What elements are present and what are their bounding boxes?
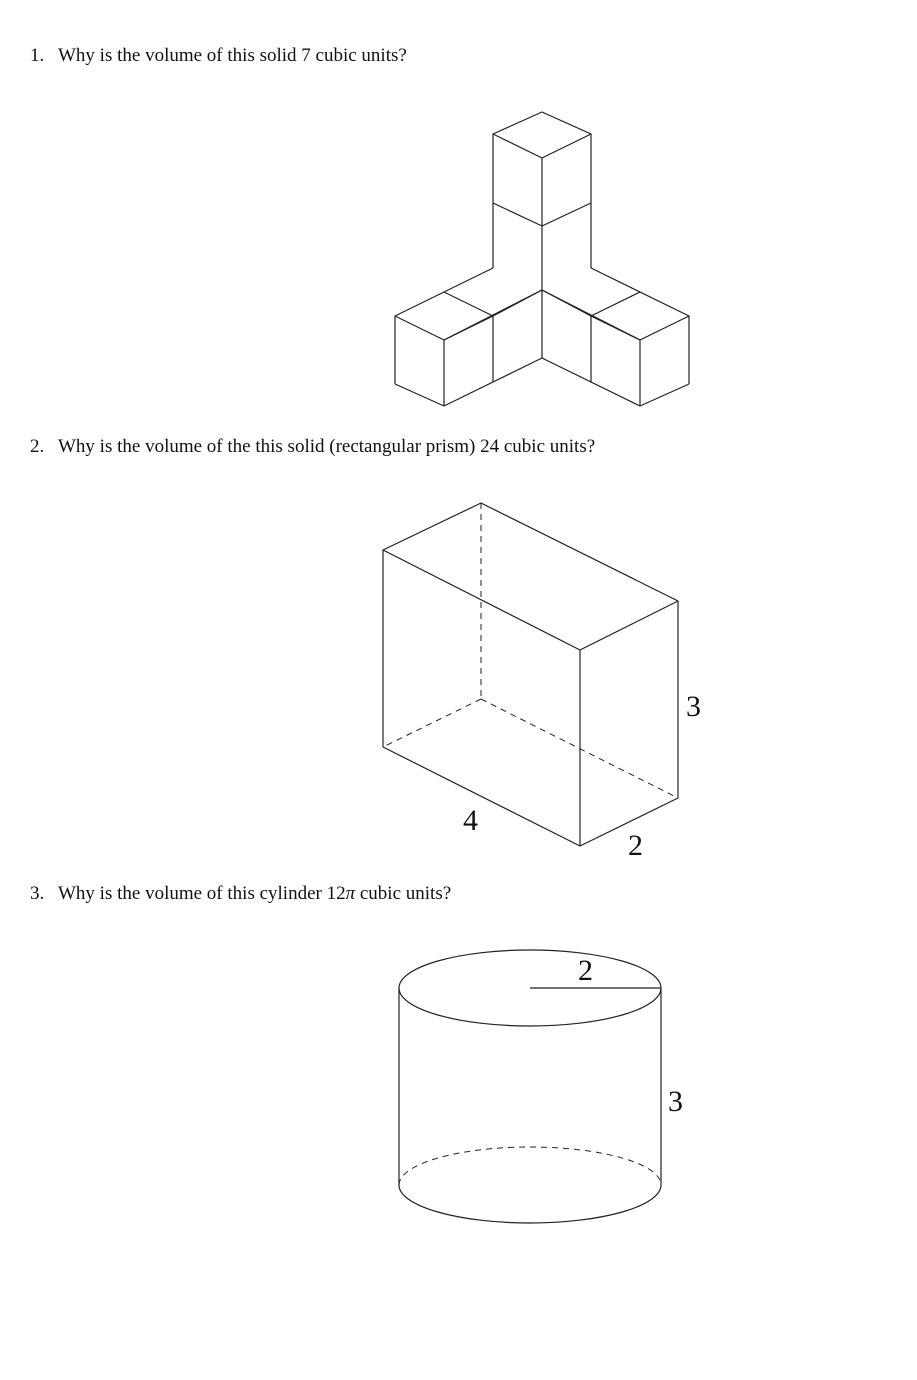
cylinder-bottom-hidden	[399, 1147, 661, 1185]
cylinder-height-label: 3	[668, 1085, 683, 1118]
question-1	[30, 45, 407, 67]
question-text: Why is the volume of the this solid (rectangular prism) 24 cubic units?	[58, 436, 596, 457]
question-number: 2.	[30, 436, 45, 457]
question-text: Why is the volume of this cylinder 12	[58, 883, 346, 904]
cylinder-radius-label: 2	[578, 954, 593, 987]
prism-length-label: 4	[463, 804, 478, 837]
question-text-end: cubic units?	[355, 883, 452, 904]
cube-top-face	[493, 112, 591, 158]
cylinder-top-ellipse	[399, 950, 661, 1026]
pi-symbol: π	[345, 883, 356, 904]
question-number: 1.	[30, 45, 45, 66]
question-2	[30, 436, 595, 458]
prism-width-label: 2	[628, 829, 643, 862]
question-number: 3.	[30, 883, 45, 904]
prism-hidden-edges	[383, 503, 678, 798]
cylinder-bottom-front	[399, 1185, 661, 1223]
question-text: Why is the volume of this solid 7 cubic units?	[58, 45, 407, 66]
prism-height-label: 3	[686, 690, 701, 723]
prism-top-face	[383, 503, 678, 650]
question-3	[30, 883, 451, 905]
